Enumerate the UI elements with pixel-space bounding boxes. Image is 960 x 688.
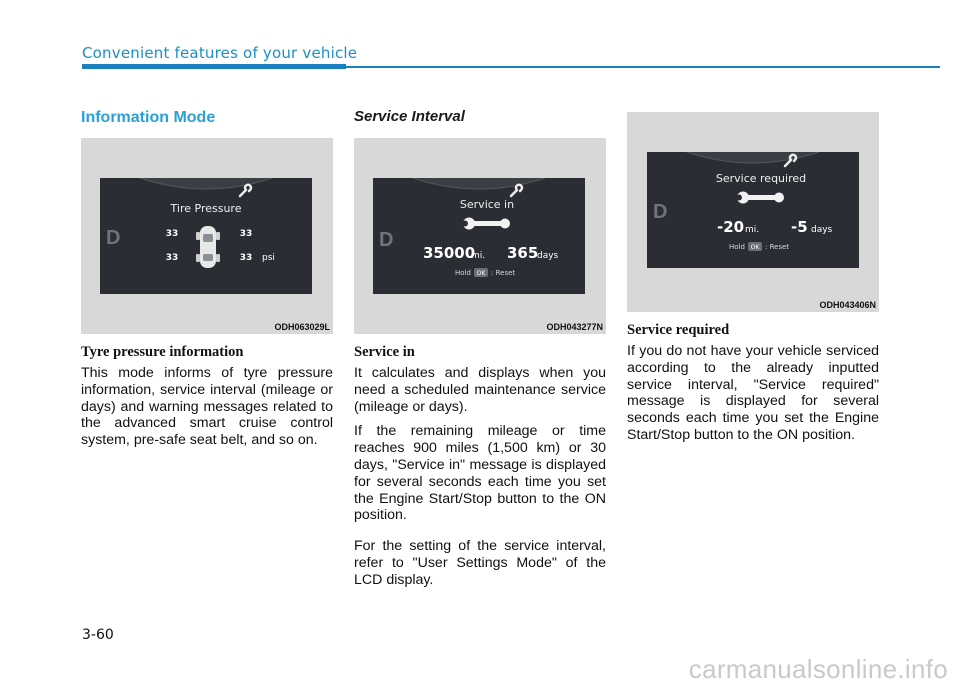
screen-title: Service required <box>715 172 807 185</box>
gear-indicator: D <box>379 229 394 251</box>
cluster-screen <box>373 178 585 294</box>
heading-service-interval: Service Interval <box>354 108 465 125</box>
mileage-unit: mi. <box>471 251 486 261</box>
pressure-rear-right: 33 <box>239 253 253 263</box>
service-in-display <box>373 178 585 294</box>
subheading-service-required: Service required <box>627 322 730 338</box>
figure-tire-pressure <box>81 138 333 334</box>
figure-service-in <box>354 138 606 334</box>
figure-id: ODH043406N <box>819 300 876 310</box>
watermark: carmanualsonline.info <box>688 654 948 684</box>
hold-label: Hold <box>729 243 745 251</box>
cluster-screen <box>647 152 859 268</box>
column-service-interval <box>354 108 606 597</box>
gear-indicator: D <box>106 227 121 249</box>
subheading-service-in: Service in <box>354 344 415 360</box>
header-rule-thin <box>346 66 940 68</box>
days-value: -5 <box>791 218 808 236</box>
body-text-3: For the setting of the service interval, refer to "User Settings Mode" of the LCD display. <box>354 538 606 588</box>
pressure-front-right: 33 <box>239 229 253 239</box>
pressure-front-left: 33 <box>165 229 179 239</box>
days-unit: days <box>537 251 559 261</box>
header-rule-thick <box>82 64 346 69</box>
reset-label: : Reset <box>765 243 790 251</box>
days-unit: days <box>811 225 833 235</box>
figure-id: ODH063029L <box>274 322 330 332</box>
hold-label: Hold <box>455 269 471 277</box>
column-service-required <box>627 112 879 452</box>
reset-label: : Reset <box>491 269 516 277</box>
body-text: If you do not have your vehicle serviced according to the already inputted service interval, "Service required" message is displayed for several seconds each time you set the Engine Start/Stop button to the ON position. <box>627 343 879 443</box>
tire-pressure-display <box>100 178 312 294</box>
ok-key-label: OK <box>476 270 486 277</box>
mileage-unit: mi. <box>745 225 760 235</box>
column-information-mode <box>81 108 333 457</box>
service-required-display <box>647 152 859 268</box>
figure-id: ODH043277N <box>546 322 603 332</box>
mileage-value: -20 <box>717 218 745 236</box>
screen-title: Tire Pressure <box>170 202 242 215</box>
body-text-2: If the remaining mileage or time reaches 900 miles (1,500 km) or 30 days, "Service in" message is displayed for several seconds each time you set the Engine Start/Stop button to the ON position. <box>354 423 606 524</box>
gear-indicator: D <box>653 201 668 223</box>
pressure-rear-left: 33 <box>165 253 179 263</box>
page-number: 3-60 <box>82 627 114 643</box>
screen-title: Service in <box>459 198 515 211</box>
page-header <box>0 0 960 72</box>
figure-service-required <box>627 112 879 312</box>
body-text-1: It calculates and displays when you need a scheduled maintenance service (mileage or days). <box>354 365 606 415</box>
subheading-tyre-pressure: Tyre pressure information <box>81 344 244 360</box>
ok-key-label: OK <box>750 244 760 251</box>
section-title: Convenient features of your vehicle <box>82 44 358 62</box>
pressure-unit: psi <box>262 253 275 263</box>
body-text: This mode informs of tyre pressure information, service interval (mileage or days) and warning messages related to the advanced smart cruise control system, pre-safe seat belt, and so on. <box>81 365 333 449</box>
mileage-value: 35000 <box>423 244 476 262</box>
heading-information-mode: Information Mode <box>81 109 216 126</box>
days-value: 365 <box>507 244 539 262</box>
cluster-screen <box>100 178 312 294</box>
